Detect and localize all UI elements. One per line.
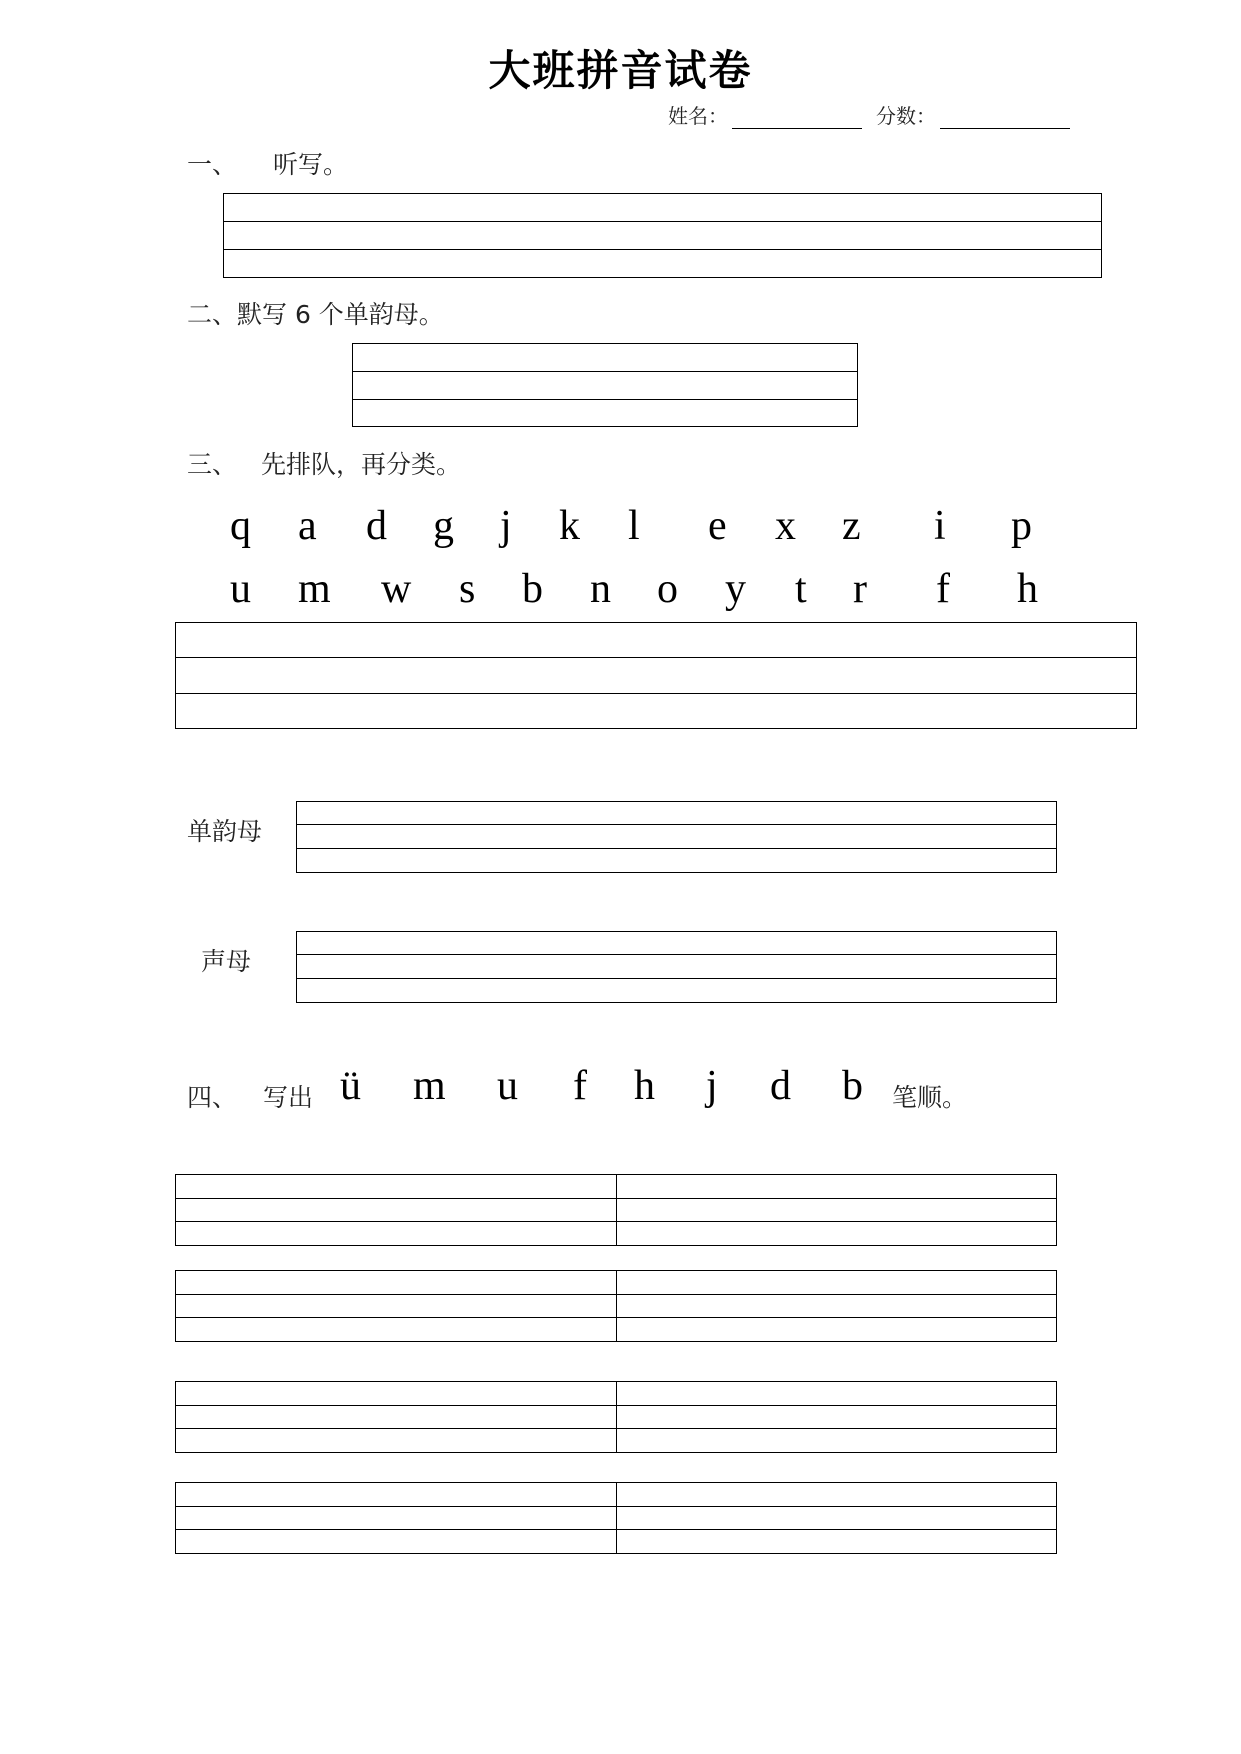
score-blank[interactable] bbox=[940, 106, 1070, 129]
letter: j bbox=[500, 503, 512, 549]
letter: h bbox=[1017, 566, 1038, 612]
vowels-classify-box[interactable] bbox=[296, 801, 1057, 873]
page-title: 大班拼音试卷 bbox=[488, 46, 753, 95]
question-3-text: 先排队，再分类。 bbox=[261, 450, 462, 479]
letter: ü bbox=[340, 1063, 361, 1109]
consonants-label: 声母 bbox=[201, 947, 252, 976]
letter: m bbox=[298, 566, 331, 612]
ordering-writing-box[interactable] bbox=[175, 622, 1137, 729]
letter: x bbox=[775, 503, 796, 549]
name-blank[interactable] bbox=[732, 106, 862, 129]
letter: u bbox=[230, 566, 251, 612]
name-label: 姓名： bbox=[668, 104, 728, 128]
stroke-order-box-2[interactable] bbox=[175, 1270, 1057, 1342]
letter: g bbox=[433, 503, 454, 549]
letter: q bbox=[230, 503, 251, 549]
letter: p bbox=[1011, 503, 1032, 549]
letter: y bbox=[725, 566, 746, 612]
letter: a bbox=[298, 503, 317, 549]
score-field bbox=[876, 100, 1070, 129]
question-3-number: 三、 bbox=[187, 450, 238, 479]
letter: w bbox=[381, 566, 412, 612]
letters-row-1 bbox=[0, 502, 1241, 552]
letter: t bbox=[795, 566, 807, 612]
question-4-number: 四、 bbox=[187, 1083, 238, 1112]
letter: d bbox=[770, 1063, 791, 1109]
letter: f bbox=[573, 1063, 587, 1109]
letter: s bbox=[459, 566, 476, 612]
letter: h bbox=[634, 1063, 655, 1109]
dictation-writing-box[interactable] bbox=[223, 193, 1102, 278]
letters-row-2 bbox=[0, 565, 1241, 615]
stroke-order-box-4[interactable] bbox=[175, 1482, 1057, 1554]
letter: l bbox=[628, 503, 640, 549]
question-1-number: 一、 bbox=[187, 150, 238, 179]
question-4-text-before: 写出 bbox=[263, 1083, 314, 1112]
letter: m bbox=[413, 1063, 446, 1109]
consonants-classify-box[interactable] bbox=[296, 931, 1057, 1003]
score-label: 分数： bbox=[876, 104, 936, 128]
letter: o bbox=[657, 566, 678, 612]
question-1-text: 听写。 bbox=[273, 150, 349, 179]
stroke-order-letters bbox=[0, 1062, 1241, 1112]
letter: n bbox=[590, 566, 611, 612]
letter: k bbox=[559, 503, 580, 549]
letter: e bbox=[708, 503, 727, 549]
letter: f bbox=[936, 566, 950, 612]
letter: u bbox=[497, 1063, 518, 1109]
vowels-label: 单韵母 bbox=[187, 817, 263, 846]
stroke-order-box-1[interactable] bbox=[175, 1174, 1057, 1246]
letter: d bbox=[366, 503, 387, 549]
letter: i bbox=[934, 503, 946, 549]
letter: j bbox=[706, 1063, 718, 1109]
stroke-order-box-3[interactable] bbox=[175, 1381, 1057, 1453]
letter: b bbox=[842, 1063, 863, 1109]
vowels-writing-box[interactable] bbox=[352, 343, 858, 427]
question-2-text: 二、默写 6 个单韵母。 bbox=[187, 300, 444, 329]
letter: r bbox=[853, 566, 867, 612]
question-4-text-after: 笔顺。 bbox=[892, 1083, 968, 1112]
letter: b bbox=[522, 566, 543, 612]
name-field bbox=[668, 100, 862, 129]
letter: z bbox=[842, 503, 861, 549]
